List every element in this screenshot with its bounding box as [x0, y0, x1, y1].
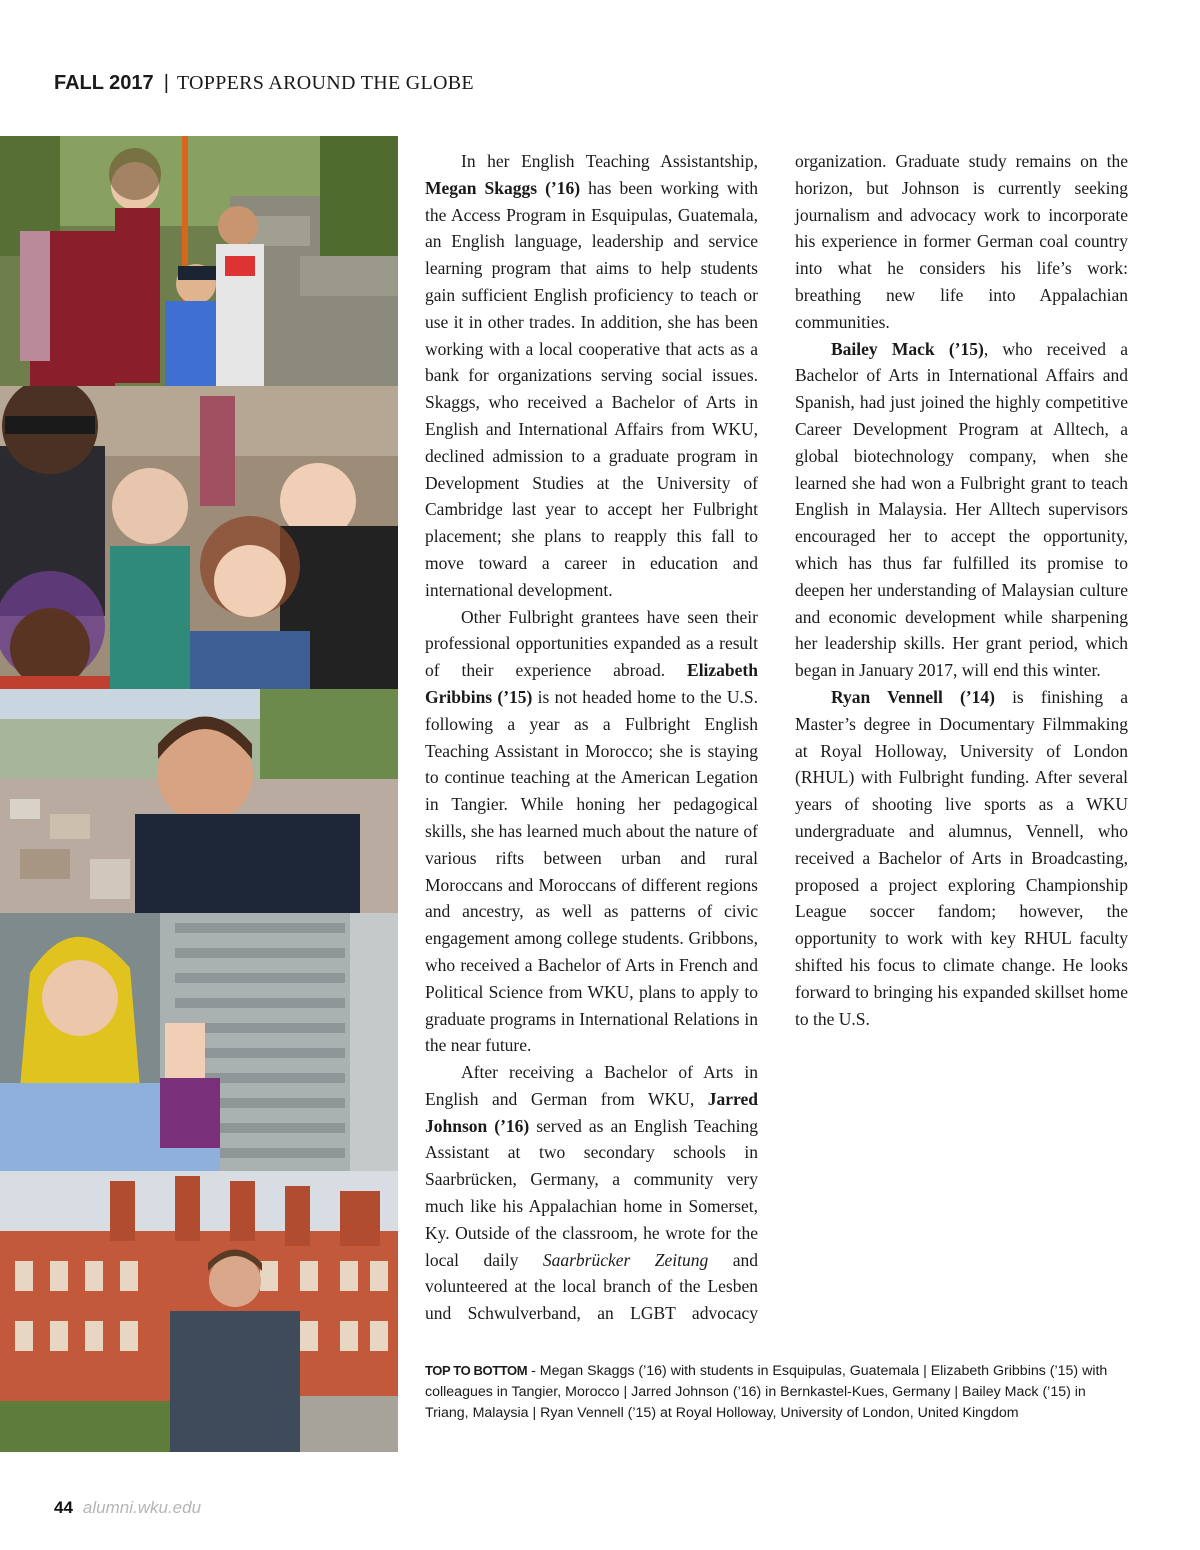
photo-portrait-town — [0, 689, 398, 913]
photo-portrait-building — [0, 1171, 398, 1452]
photo-group-selfie — [0, 386, 398, 689]
header-separator: | — [163, 72, 169, 94]
photo-portrait-shutters-icon — [0, 913, 398, 1171]
paragraph-text: is not headed home to the U.S. following a year as a Fulbright English Teaching Assistant in Morocco; she is staying to continue teaching at the American Legation in Tangier. While honing her pedagogical skills, she has learned much about the nature of various rifts between urban and rural Moroccans and Moroccans of different regions and ancestry, as well as patterns of civic engagement among college students. Gribbons, who received a Bachelor of Arts in French and Political Science from WKU, plans to apply to graduate programs in International Relations in the near future. — [425, 686, 758, 1056]
paragraph-text: and volunteered at the local branch of the Lesben und Schwulverband, an LGBT advocacy organization. Graduate study remains on the horizon, but Johnson is currently seeking journalism and advocacy work to incorporate his experience in former German coal country into what he considers his life’s work: breathing new life into Appalachian communities. — [425, 151, 1128, 1324]
paragraph-skaggs — [425, 148, 758, 604]
paragraph-text: is finishing a Master’s degree in Documentary Filmmaking at Royal Holloway, University of London (RHUL) with Fulbright funding. After several years of shooting live sports as a WKU undergraduate and alumnus, Vennell, who received a Bachelor of Arts in Broadcasting, proposed a project exploring Championship League soccer fandom; however, the opportunity to work with key RHUL faculty shifted his focus to climate change. He looks forward to bringing his expanded skillset home to the U.S. — [795, 686, 1128, 1029]
publication-name: Saarbrücker Zeitung — [542, 1249, 709, 1270]
photo-column — [0, 136, 398, 1452]
paragraph-text: After receiving a Bachelor of Arts in English and German from WKU, — [425, 1062, 758, 1109]
photo-group-outdoors-icon — [0, 136, 398, 386]
issue-label: FALL 2017 — [54, 72, 154, 94]
page-number: 44 — [54, 1498, 73, 1517]
name-ryan-vennell: Ryan Vennell (’14) — [831, 686, 995, 707]
paragraph-gribbins — [425, 604, 758, 1060]
section-title: TOPPERS AROUND THE GLOBE — [176, 72, 474, 94]
footer-url[interactable]: alumni.wku.edu — [82, 1498, 202, 1517]
photo-group-outdoors — [0, 136, 398, 386]
paragraph-text: served as an English Teaching Assistant at two secondary schools in Saarbrücken, Germany, a community very much like his Appalachian home in Somerset, Ky. Outside of the classroom, he wrote for the local daily — [425, 1115, 758, 1270]
photo-caption — [425, 1360, 1130, 1424]
article-body — [425, 148, 1128, 1328]
page-footer — [54, 1496, 201, 1520]
paragraph-mack — [795, 336, 1128, 684]
caption-lead: TOP TO BOTTOM — [425, 1363, 528, 1378]
page-header — [54, 70, 474, 96]
name-elizabeth-gribbins: Elizabeth Gribbins (’15) — [425, 660, 758, 707]
name-megan-skaggs: Megan Skaggs (’16) — [425, 177, 581, 198]
paragraph-text: , who received a Bachelor of Arts in International Affairs and Spanish, had just joined the highly competitive Career Development Program at Alltech, a global biotechnology company, when she learned she had won a Fulbright grant to teach English in Malaysia. Her Alltech supervisors encouraged her to accept the opportunity, which has thus far fulfilled its promise to deepen her understanding of Malaysian culture and economic development while sharpening her leadership skills. Her grant period, which began in January 2017, will end this winter. — [795, 338, 1128, 681]
paragraph-text: Other Fulbright grantees have seen their professional opportunities expanded as a result of their experience abroad. — [425, 606, 758, 681]
paragraph-text: In her English Teaching Assistantship, — [461, 151, 758, 171]
photo-group-selfie-icon — [0, 386, 398, 689]
name-bailey-mack: Bailey Mack (’15) — [831, 338, 984, 359]
paragraph-vennell — [795, 684, 1128, 1032]
photo-portrait-shutters — [0, 913, 398, 1171]
photo-portrait-town-icon — [0, 689, 398, 913]
photo-portrait-building-icon — [0, 1171, 398, 1452]
caption-text: - Megan Skaggs (’16) with students in Esquipulas, Guatemala | Elizabeth Gribbins (’15) with colleagues in Tangier, Morocco | Jarred Johnson (’16) in Bernkastel-Kues, Germany | Bailey Mack (’15) in Triang, Malaysia | Ryan Vennell (’15) at Royal Holloway, University of London, United Kingdom — [425, 1363, 1108, 1421]
paragraph-text: has been working with the Access Program in Esquipulas, Guatemala, an English language, leadership and service learning program that aims to help students gain sufficient English proficiency to teach or use it in other trades. In addition, she has been working with a local cooperative that acts as a bank for organizations serving social issues. Skaggs, who received a Bachelor of Arts in English and International Affairs from WKU, declined admission to a graduate program in Development Studies at the University of Cambridge last year to accept her Fulbright placement; she plans to reapply this fall to move toward a career in education and international development. — [425, 177, 758, 600]
name-jarred-johnson: Jarred Johnson (’16) — [425, 1088, 758, 1136]
